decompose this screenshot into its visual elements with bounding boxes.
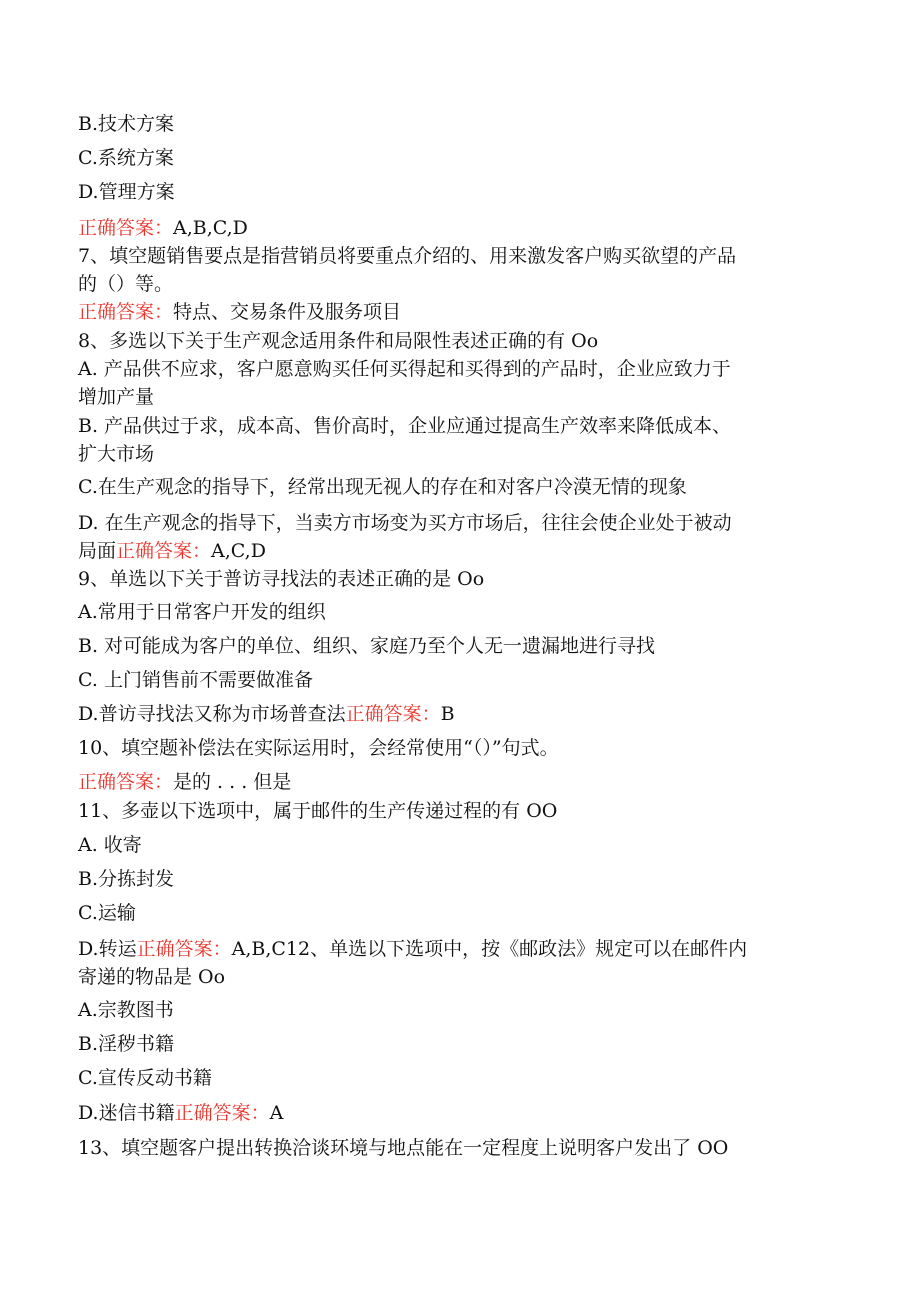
question-9-option-c: C. 上门销售前不需要做准备 [78,669,313,691]
option-text: 局面 [78,540,117,562]
option-text: D.普访寻找法又称为市场普查法 [78,703,346,725]
option-c-system-plan: C.系统方案 [78,147,174,169]
question-9-option-a: A.常用于日常客户开发的组织 [78,601,326,623]
question-9: 9、单选以下关于普访寻找法的表述正确的是 Oo [78,568,485,590]
answer-label: 正确答案： [78,301,174,323]
answer-q10 [78,769,291,795]
question-10: 10、填空题补偿法在实际运用时，会经常使用“（）”句式。 [78,737,559,759]
question-13: 13、填空题客户提出转换洽谈环境与地点能在一定程度上说明客户发出了 OO [78,1137,729,1159]
answer-value: A,B,C12、单选以下选项中，按《邮政法》规定可以在邮件内 [231,938,748,960]
question-7-line2: 的（）等。 [78,273,174,295]
question-11: 11、多壶以下选项中，属于邮件的生产传递过程的有 OO [78,800,558,822]
question-12-option-b: B.淫秽书籍 [78,1033,175,1055]
option-text: D.转运 [78,938,137,960]
question-8-option-b-line2: 扩大市场 [78,443,155,465]
answer-label: 正确答案： [345,703,441,725]
question-9-option-d [78,701,455,727]
answer-label: 正确答案： [78,771,174,793]
question-7-line1: 7、填空题销售要点是指营销员将要重点介绍的、用来激发客户购买欲望的产品 [78,245,737,267]
answer-value: 特点、交易条件及服务项目 [173,301,402,323]
question-11-option-b: B.分拣封发 [78,868,175,890]
answer-value: A,B,C,D [173,217,248,239]
answer-label: 正确答案： [78,217,174,239]
question-11-option-d-and-q12 [78,936,747,962]
answer-value: A [269,1102,284,1124]
question-9-option-b: B. 对可能成为客户的单位、组织、家庭乃至个人无一遗漏地进行寻找 [78,635,656,657]
question-8: 8、多选以下关于生产观念适用条件和局限性表述正确的有 Oo [78,330,599,352]
question-8-option-b-line1: B. 产品供过于求，成本高、售价高时，企业应通过提高生产效率来降低成本、 [78,415,732,437]
answer-value: B [440,703,455,725]
question-12-option-c: C.宣传反动书籍 [78,1067,212,1089]
question-11-option-a: A. 收寄 [78,834,142,856]
answer-value: A,C,D [211,540,266,562]
answer-label: 正确答案： [174,1102,270,1124]
option-text: D.迷信书籍 [78,1102,175,1124]
question-11-option-c: C.运输 [78,902,136,924]
question-12-option-d [78,1100,283,1126]
question-12-option-a: A.宗教图书 [78,999,174,1021]
question-8-option-c: C.在生产观念的指导下，经常出现无视人的存在和对客户冷漠无情的现象 [78,476,687,498]
option-b-tech-plan: B.技术方案 [78,113,175,135]
question-12-line2: 寄递的物品是 Oo [78,966,226,988]
answer-q7 [78,299,401,325]
question-8-option-a-line2: 增加产量 [78,386,155,408]
answer-value: 是的 . . . 但是 [173,771,292,793]
option-d-management-plan: D.管理方案 [78,181,175,203]
question-8-option-a-line1: A. 产品供不应求，客户愿意购买任何买得起和买得到的产品时，企业应致力于 [78,358,731,380]
answer-label: 正确答案： [116,540,212,562]
question-8-option-d-line1: D. 在生产观念的指导下，当卖方市场变为买方市场后，往往会使企业处于被动 [78,512,732,534]
answer-q6 [78,215,248,241]
question-8-option-d-line2 [78,538,266,564]
answer-label: 正确答案： [136,938,232,960]
